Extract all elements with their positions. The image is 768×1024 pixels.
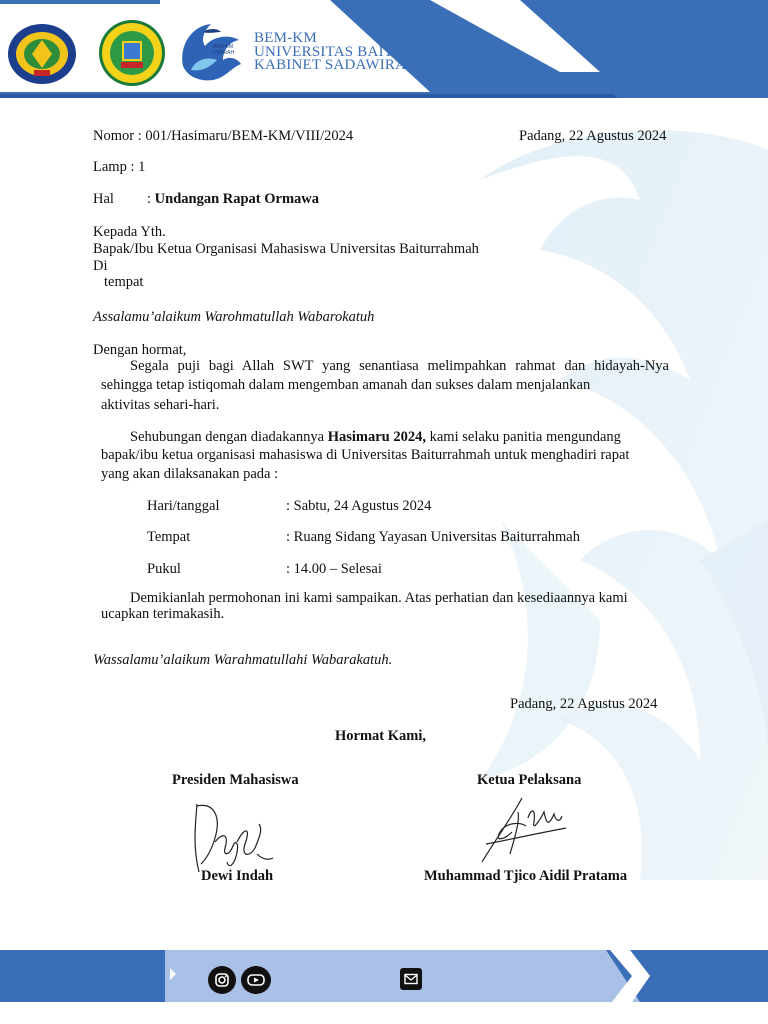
email-icon[interactable]	[400, 968, 422, 990]
instagram-icon[interactable]	[208, 966, 236, 994]
subject-line	[147, 191, 319, 208]
logo-text-unbrah: UNBRAH	[213, 50, 235, 56]
paragraph1-line2: sehingga tetap istiqomah dalam mengemban amanah dan sukses dalam menjalankan	[101, 377, 591, 393]
faculty-logo	[97, 20, 167, 86]
greeting: Dengan hormat,	[93, 342, 187, 358]
attachment-line: Lamp : 1	[93, 159, 146, 175]
closing-line1: Demikianlah permohonan ini kami sampaikan. Atas perhatian dan kesediaannya kami	[130, 590, 628, 606]
regards-heading: Hormat Kami,	[335, 728, 427, 744]
footer-banner	[0, 950, 768, 1024]
closing-salutation: Wassalamu’alaikum Warahmatullahi Wabarakatuh.	[93, 652, 393, 668]
paragraph1-line1: Segala puji bagi Allah SWT yang senantiasa melimpahkan rahmat dan hidayah-Nya	[130, 358, 669, 374]
paragraph2-post: kami selaku panitia mengundang	[426, 429, 621, 445]
opening-salutation: Assalamu’alaikum Warohmatullah Wabarokatuh	[93, 309, 375, 325]
paragraph2-line3: yang akan dilaksanakan pada :	[101, 466, 279, 482]
detail-value-time: : 14.00 – Selesai	[286, 561, 382, 577]
detail-label-time: Pukul	[147, 561, 181, 577]
event-name: Hasimaru 2024,	[327, 429, 426, 445]
letter-number: Nomor : 001/Hasimaru/BEM-KM/VIII/2024	[93, 128, 354, 144]
logo-text-bem: BEM-KM	[213, 44, 233, 50]
signer1-title: Presiden Mahasiswa	[172, 772, 299, 788]
subject-separator: :	[147, 191, 155, 207]
letter-date-bottom: Padang, 22 Agustus 2024	[510, 696, 658, 712]
subject-label: Hal	[93, 191, 114, 207]
paragraph2-line1	[130, 429, 621, 446]
detail-value-date: : Sabtu, 24 Agustus 2024	[286, 498, 432, 514]
paragraph1-line3: aktivitas sehari-hari.	[101, 397, 220, 413]
signer2-name: Muhammad Tjico Aidil Pratama	[424, 868, 628, 884]
detail-label-date: Hari/tanggal	[147, 498, 220, 514]
addressee-place: tempat	[104, 274, 144, 290]
university-logo	[6, 22, 78, 86]
signer1-name: Dewi Indah	[201, 868, 274, 884]
org-name-line2: UNIVERSITAS BAITURRAHMAH	[254, 44, 483, 60]
org-name-line1: BEM-KM	[254, 30, 317, 46]
bem-km-logo	[173, 16, 245, 86]
paragraph2-pre: Sehubungan dengan diadakannya	[130, 429, 328, 445]
paragraph2-line2: bapak/ibu ketua organisasi mahasiswa di Universitas Baiturrahmah untuk menghadiri rapat	[101, 447, 630, 463]
signature-chairman	[474, 792, 569, 866]
closing-line2: ucapkan terimakasih.	[101, 606, 225, 622]
org-name-line3: KABINET SADAWIRA	[254, 57, 407, 73]
signer2-title: Ketua Pelaksana	[477, 772, 582, 788]
addressee: Bapak/Ibu Ketua Organisasi Mahasiswa Universitas Baiturrahmah	[93, 241, 479, 257]
detail-value-place: : Ruang Sidang Yayasan Universitas Baiturrahmah	[286, 529, 580, 545]
subject-value: Undangan Rapat Ormawa	[154, 191, 320, 207]
youtube-icon[interactable]	[241, 966, 271, 994]
letter-date-top: Padang, 22 Agustus 2024	[519, 128, 667, 144]
addressee-di: Di	[93, 258, 108, 274]
detail-label-place: Tempat	[147, 529, 191, 545]
addressee-greeting: Kepada Yth.	[93, 224, 166, 240]
